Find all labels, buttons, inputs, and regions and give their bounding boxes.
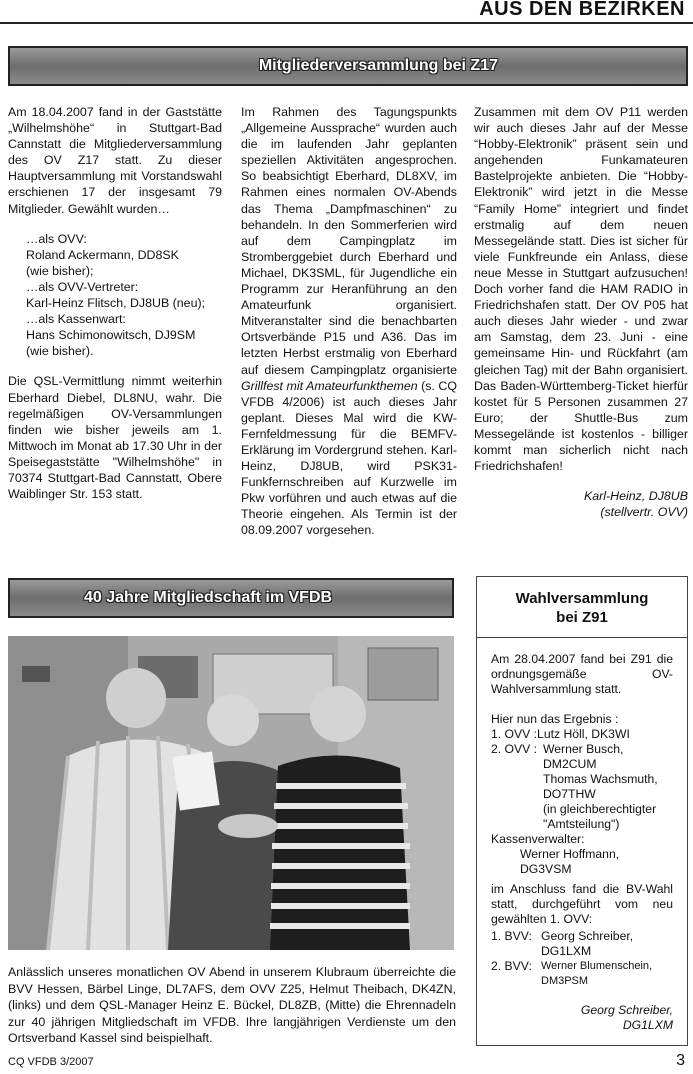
kassen-call: DG3VSM <box>520 862 572 877</box>
article3-ovv2-table <box>491 742 658 832</box>
certificate <box>172 751 219 810</box>
article1-signature <box>474 488 688 520</box>
bvv1-call: DG1LXM <box>541 944 592 959</box>
kassen-name: Werner Hoffmann, <box>520 847 620 862</box>
elected-line: …als OVV-Vertreter: <box>26 279 139 294</box>
elected-line: …als Kassenwart: <box>26 312 126 327</box>
section-title: AUS DEN BEZIRKEN <box>479 0 685 20</box>
article1-banner-title: Mitgliederversammlung bei Z17 <box>258 57 498 74</box>
article1-col3-para: Zusammen mit dem OV P11 werden wir auch dieses Jahr auf der Messe “Hobby-Elektronik” präsent sein und angehenden Funkamateuren Bastelprojekte anbieten. Die “Hobby-Elektronik” wird jetzt in die Messe “Family Home” integriert und findet erstmalig auf dem neuen Messegelände statt. Dies ist sicher für viele Funkfreunde ein Anlass, diese neue Messe in Stuttgart aufzusuchen! Doch vorher fand die HAM RADIO in Friedrichshafen statt. Der OV P05 hat auch dieses Jahr wieder - und zwar am Samstag, dem 23. Juni - eine gemeinsame Hin- und Rückfahrt (am gleichen Tag) mit der Bahn organisiert. Das Baden-Württemberg-Ticket hierfür kostet für 5 Personen zusammen 27 Euro; der Shuttle-Bus zum Messegelände ist kostenlos - billiger kommt man sicherlich nicht nach Friedrichshafen! <box>474 105 688 474</box>
elected-line: Karl-Heinz Flitsch, DJ8UB (neu); <box>26 296 206 311</box>
article2-banner <box>8 578 454 618</box>
ovv2-note2: "Amtsteilung") <box>543 817 620 832</box>
article1-signature-name: Karl-Heinz, DJ8UB <box>584 489 688 504</box>
photo-caption: Anlässlich unseres monatlichen OV Abend in unserem Klubraum überreichte die BVV Hessen, Bärbel Linge, DL7AFS, dem OVV Z25, Helmut Theibach, DK4ZN, (links) und dem QSL-Manager Heinz E. Bückel, DL8ZB, (Mitte) die Ehrennadeln zur 40 jährigen Mitgliedschaft im VFDB. Ihre langjährigen Verdienste um den Ortsverband Kassel sind beispielhaft. <box>8 965 456 1046</box>
article3-signature-call: DG1LXM <box>622 1018 673 1033</box>
article3-title <box>477 577 687 627</box>
ceremony-photo <box>8 636 454 950</box>
header-rule <box>0 22 693 24</box>
article3-bvv-table <box>491 929 652 989</box>
bvv2-call: DM3PSM <box>541 975 589 988</box>
article3-signature-name: Georg Schreiber, <box>580 1003 673 1018</box>
article1-signature-role: (stellvertr. OVV) <box>600 505 688 520</box>
footer-journal: CQ VFDB 3/2007 <box>8 1056 94 1068</box>
wall-frame <box>368 648 438 700</box>
bvv1-name: Georg Schreiber, <box>541 929 634 944</box>
article1-col2-text-b: (s. CQ VFDB 4/2006) ist auch dieses Jahr geplant. Dieses Mal wird die KW-Fernfeldmessung für die BEMFV-Erklärung im Vordergrund stehen. Karl-Heinz, DJ8UB, wird PSK31-Funkfernschreiben auf Kurzwelle im Pkw vorführen und auch etwas auf die Theorie eingehen. Als Termin ist der 08.09.2007 vorgesehen. <box>241 378 457 538</box>
person-right-head <box>310 686 366 742</box>
page-number: 3 <box>676 1052 685 1069</box>
bvv2-label: 2. BVV: <box>491 959 532 974</box>
article1-col2-emphasis: Grillfest mit Amateurfunkthemen <box>241 378 418 393</box>
article3-ovv1: 1. OVV :Lutz Höll, DK3WI <box>491 726 630 741</box>
ovv2-label: 2. OVV : <box>491 742 538 757</box>
elected-line: Hans Schimonowitsch, DJ9SM <box>26 328 196 343</box>
ovv2-call1: DM2CUM <box>543 757 597 772</box>
elected-list <box>8 231 222 360</box>
article3-title-line1: Wahlversammlung <box>515 590 649 607</box>
article1-col1-para2: Die QSL-Vermittlung nimmt weiterhin Eberhard Diebel, DL8NU, wahr. Die regelmäßigen OV-Versammlungen finden wie bisher jeweils am 1. Mittwoch im Monat ab 17.30 Uhr in der Speisegaststätte "Wilhelmshöhe" in 70374 Stuttgart-Bad Cannstatt, Obere Waiblinger Str. 153 statt. <box>8 374 222 502</box>
article3-intro: Am 28.04.2007 fand bei Z91 die ordnungsgemäße OV-Wahlversammlung statt. <box>491 652 673 697</box>
article3-title-line2: bei Z91 <box>556 609 608 626</box>
article3-box <box>476 576 688 1046</box>
article2-banner-title: 40 Jahre Mitgliedschaft im VFDB <box>84 589 333 606</box>
article3-signature <box>491 1003 673 1033</box>
ovv2-name2: Thomas Wachsmuth, <box>543 772 658 787</box>
ovv2-name1: Werner Busch, <box>543 742 624 757</box>
elected-line: Roland Ackermann, DD8SK <box>26 247 179 262</box>
article1-col2 <box>241 104 457 547</box>
article1-banner <box>8 46 688 86</box>
elected-line: (wie bisher); <box>26 263 94 278</box>
wall-sign <box>22 666 50 682</box>
ovv2-call2: DO7THW <box>543 787 596 802</box>
article1-col1 <box>8 104 222 510</box>
article1-col3 <box>474 104 688 520</box>
article3-body <box>477 638 687 1034</box>
bvv1-label: 1. BVV: <box>491 929 532 944</box>
person-left-head <box>106 668 166 728</box>
ceremony-photo-drawing <box>8 636 454 950</box>
article1-col2-text-a: Im Rahmen des Tagungspunkts „Allgemeine Aussprache“ wurden auch die im laufenden Jahr geplanten speziellen Aktivitäten angesprochen. So beabsichtigt Eberhard, DL8XV, im Rahmen eines normalen OV-Abends das Thema „Dampfmaschinen“ zu behandeln. In den Sommerferien wird auf dem Campingplatz im Stromberggebiet durch Eberhard und Michael, DK3SML, für Jugendliche ein Programm zur Heranführung an den Amateurfunk organisiert. Mitveranstalter sind die benachbarten Ortsverbände P15 und A36. Das im letzten Herbst erstmalig von Eberhard auf diesem Campingplatz organisierte <box>241 105 457 377</box>
article1-col1-para1: Am 18.04.2007 fand in der Gaststätte „Wilhelmshöhe“ in Stuttgart-Bad Cannstatt die Mitgliederversammlung des OV Z17 statt. Zu dieser Hauptversammlung mit Vorstandswahl erschienen 17 der insgesamt 79 Mitglieder. Gewählt wurden… <box>8 105 222 216</box>
elected-line: …als OVV: <box>26 231 87 246</box>
bv-intro: im Anschluss fand die BV-Wahl statt, durchgeführt vom neu gewählten 1. OVV: <box>491 881 673 927</box>
elected-line: (wie bisher). <box>26 344 94 359</box>
person-middle-head <box>207 694 259 746</box>
article3-result-head: Hier nun das Ergebnis : <box>491 711 619 726</box>
bvv2-name: Werner Blumenschein, <box>541 960 653 973</box>
kassen-label: Kassenverwalter: <box>491 832 585 847</box>
ovv2-note1: (in gleichberechtigter <box>543 802 657 817</box>
handshake <box>218 814 278 838</box>
